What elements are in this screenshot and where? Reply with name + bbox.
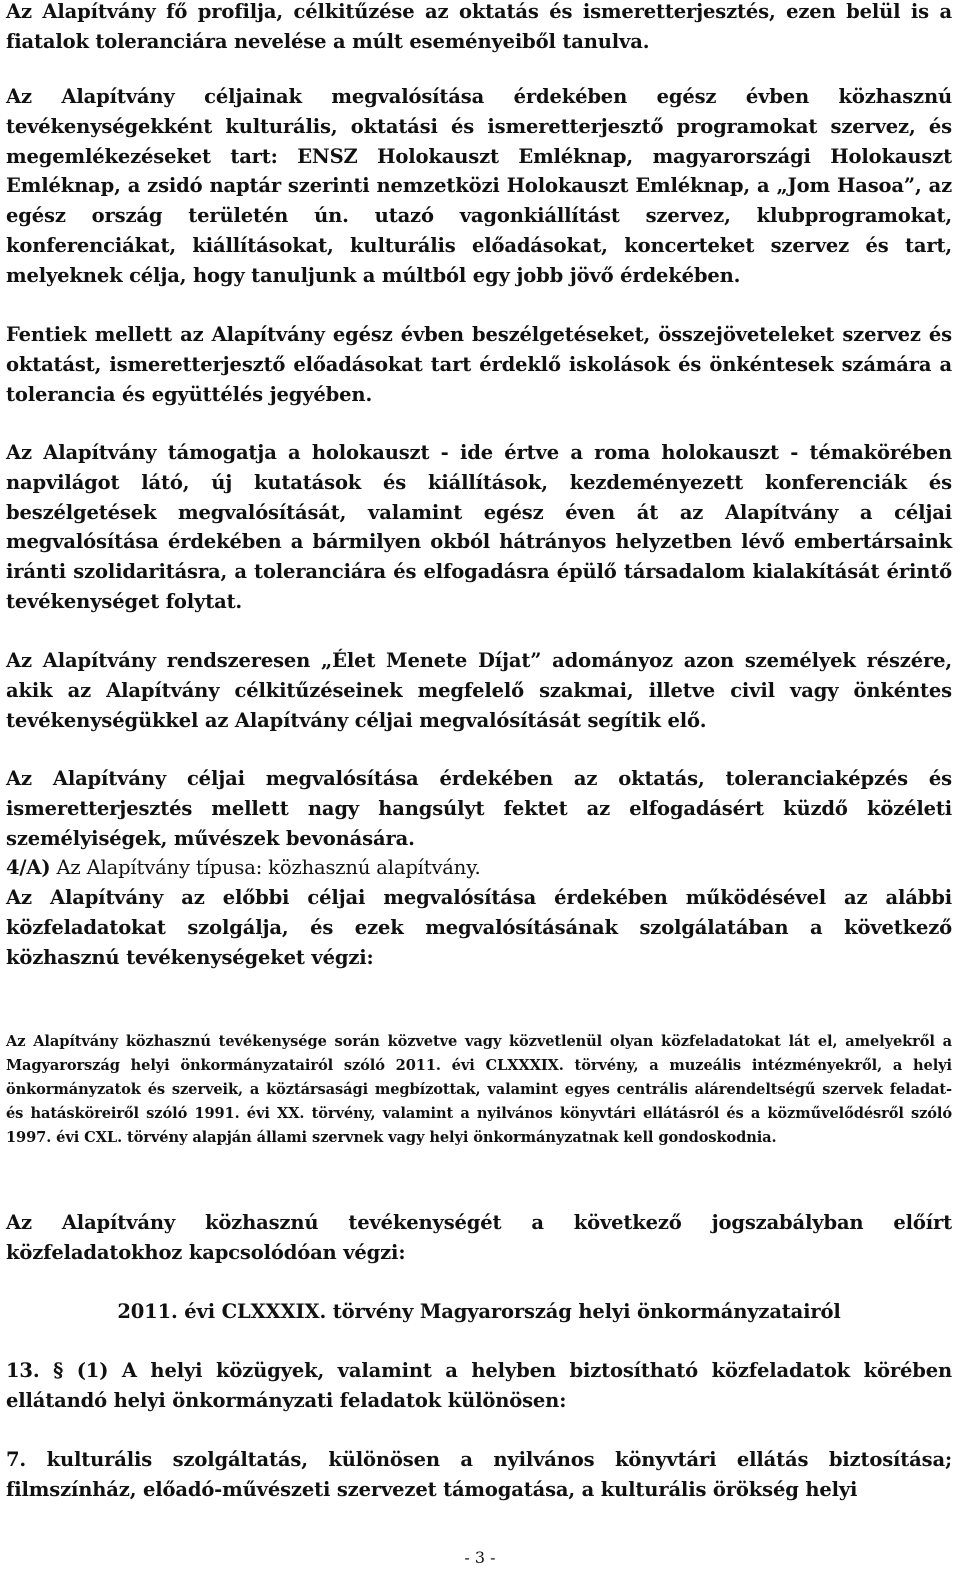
paragraph-programs: Az Alapítvány céljainak megvalósítása érdekében egész évben közhasznú tevékenységekként kulturális, oktatási és ismeretterjesztő programokat szervez, és megemlékezéseket tart: ENSZ Holokauszt Emléknap, magyarországi Holokauszt Emléknap, a zsidó naptár szerinti nemzetközi Holokauszt Emléknap, a „Jom Hasoa”, az egész ország területén ún. utazó vagonkiállítást szervez, klubprogramokat, konferenciákat, kiállításokat, kulturális előadásokat, koncerteket szervez és tart, melyeknek célja, hogy tanuljunk a múltból egy jobb jövő érdekében.: [6, 85, 952, 287]
law-title: 2011. évi CLXXXIX. törvény Magyarország helyi önkormányzatairól: [117, 1300, 841, 1323]
paragraph-legal-basis: Az Alapítvány közhasznú tevékenysége során közvetve vagy közvetlenül olyan közfeladatokat lát el, amelyekről a Magyarország helyi önkormányzatairól szóló 2011. évi CLXXXIX. törvény, a muzeális intézményekről, a helyi önkormányzatok és szerveik, a köztársasági megbízottak, valamint egyes centrális alárendeltségű szervek feladat- és hatásköreiről szóló 1991. évi XX. törvény, valamint a nyilvános könyvtári ellátásról és a közművelődésről szóló 1997. évi CXL. törvény alapján állami szervnek vagy helyi önkormányzatnak kell gondoskodnia.: [6, 1033, 952, 1146]
paragraph-discussions: Fentiek mellett az Alapítvány egész évben beszélgetéseket, összejöveteleket szervez és oktatást, ismeretterjesztő előadásokat tart érdeklő iskolások és önkéntesek számára a tolerancia és együttélés jegyében.: [6, 323, 952, 406]
paragraph-profile: Az Alapítvány fő profilja, célkitűzése az oktatás és ismeretterjesztés, ezen belül is a fiatalok toleranciára nevelése a múlt eseményeiből tanulva.: [6, 0, 952, 53]
paragraph-education: Az Alapítvány céljai megvalósítása érdekében az oktatás, toleranciaképzés és ismeretterjesztés mellett nagy hangsúlyt fektet az elfogadásért küzdő közéleti személyiségek, művészek bevonására.: [6, 767, 952, 850]
page-number: - 3 -: [464, 1548, 496, 1567]
paragraph-section-13: 13. § (1) A helyi közügyek, valamint a helyben biztosítható közfeladatok körében ellátandó helyi önkormányzati feladatok különösen:: [6, 1359, 952, 1412]
paragraph-public-tasks: Az Alapítvány az előbbi céljai megvalósítása érdekében működésével az alábbi közfeladatokat szolgálja, és ezek megvalósításának szolgálatában a következő közhasznú tevékenységeket végzi:: [6, 886, 952, 969]
paragraph-foundation-type: [6, 853, 952, 883]
paragraph-related-law: Az Alapítvány közhasznú tevékenységét a következő jogszabályban előírt közfeladatokhoz kapcsolódóan végzi:: [6, 1211, 952, 1264]
paragraph-item-7: 7. kulturális szolgáltatás, különösen a nyilvános könyvtári ellátás biztosítása; filmszínház, előadó-művészeti szervezet támogatása, a kulturális örökség helyi: [6, 1448, 952, 1501]
paragraph-support: Az Alapítvány támogatja a holokauszt - ide értve a roma holokauszt - témakörében napvilágot látó, új kutatások és kiállítások, kezdeményezett konferenciák és beszélgetések megvalósítását, valamint egész éven át az Alapítvány a céljai megvalósítása érdekében a bármilyen okból hátrányos helyzetben lévő embertársaink iránti szolidaritásra, a toleranciára és elfogadásra épülő társadalom kialakítását érintő tevékenységet folytat.: [6, 441, 952, 613]
foundation-type-text: Az Alapítvány típusa: közhasznú alapítvány.: [50, 856, 481, 879]
paragraph-award: Az Alapítvány rendszeresen „Élet Menete Díjat” adományoz azon személyek részére, akik az Alapítvány célkitűzéseinek megfelelő szakmai, illetve civil vagy önkéntes tevékenységükkel az Alapítvány céljai megvalósítását segítik elő.: [6, 649, 952, 732]
section-label: 4/A): [6, 856, 51, 879]
